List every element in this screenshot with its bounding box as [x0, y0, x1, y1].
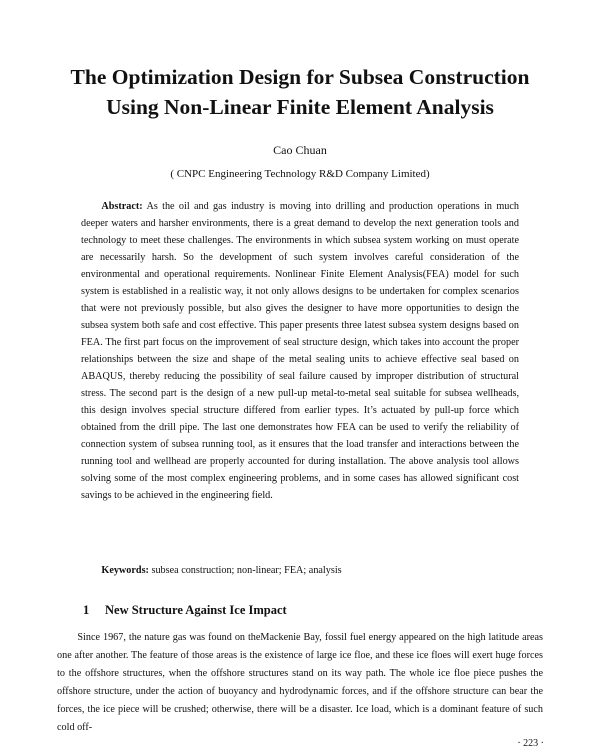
- section-body-text: Since 1967, the nature gas was found on theMackenie Bay, fossil fuel energy appeared on the high latitude areas one after another. The feature of those areas is the existence of large ice floe, and these ice floes will exert huge forces to the offshore structures, when the offshore structures stand on its way path. The whole ice floe piece pushes the offshore structure, under the action of buoyancy and hydrodynamic forces, and if the offshore structure can bear the forces, the ice piece will be crushed; otherwise, there will be a disaster. Ice load, which is a dominant feature of such cold off-: [57, 632, 543, 733]
- page-number: · 223 ·: [517, 738, 544, 749]
- section-number: 1: [83, 603, 90, 617]
- author-affiliation: ( CNPC Engineering Technology R&D Company Limited): [170, 168, 430, 180]
- abstract-label: Abstract:: [101, 201, 143, 212]
- title-line-2: Using Non-Linear Finite Element Analysis: [106, 95, 494, 119]
- author-name: Cao Chuan: [273, 143, 327, 157]
- section-title: New Structure Against Ice Impact: [105, 603, 287, 617]
- section-heading: [83, 603, 287, 618]
- paper-title: [0, 62, 600, 122]
- keywords-text: subsea construction; non-linear; FEA; analysis: [148, 565, 342, 576]
- title-line-1: The Optimization Design for Subsea Construction: [70, 65, 530, 89]
- keywords: [81, 562, 519, 579]
- abstract-text: As the oil and gas industry is moving into drilling and production operations in much deeper waters and harsher environments, there is a great demand to develop the next generation tools and technology to meet these challenges. The environments in which subsea system working on must operate are necessarily harsh. So the development of such system involves careful consideration of the environmental and operational requirements. Nonlinear Finite Element Analysis(FEA) model for such system is established in a realistic way, it not only allows designs to be undertaken for complex scenarios that were not previously possible, but also gives the designer to have more opportunities to design the subsea system both safe and cost effective. This paper presents three latest subsea system designs based on FEA. The first part focus on the improvement of seal structure design, which takes into account the proper relationships between the size and shape of the metal sealing units to achieve effective seal based on ABAQUS, thereby reducing the possibility of seal failure caused by improper distribution of structural stress. The second part is the design of a new pull-up metal-to-metal seal suitable for subsea wellheads, this design involves special structure differed from earlier types. It’s actuated by pull-up force which obtained from the drill pipe. The last one demonstrates how FEA can be used to verify the reliability of connection system of subsea running tool, as it ensures that the load transfer and interactions between the running tool and wellhead are properly accounted for during installation. The above analysis tool allows solving some of the most complex engineering problems, and in some cases has allowed significant cost savings to be achieved in the engineering field.: [81, 201, 519, 501]
- abstract: [81, 198, 519, 504]
- keywords-label: Keywords:: [101, 565, 149, 576]
